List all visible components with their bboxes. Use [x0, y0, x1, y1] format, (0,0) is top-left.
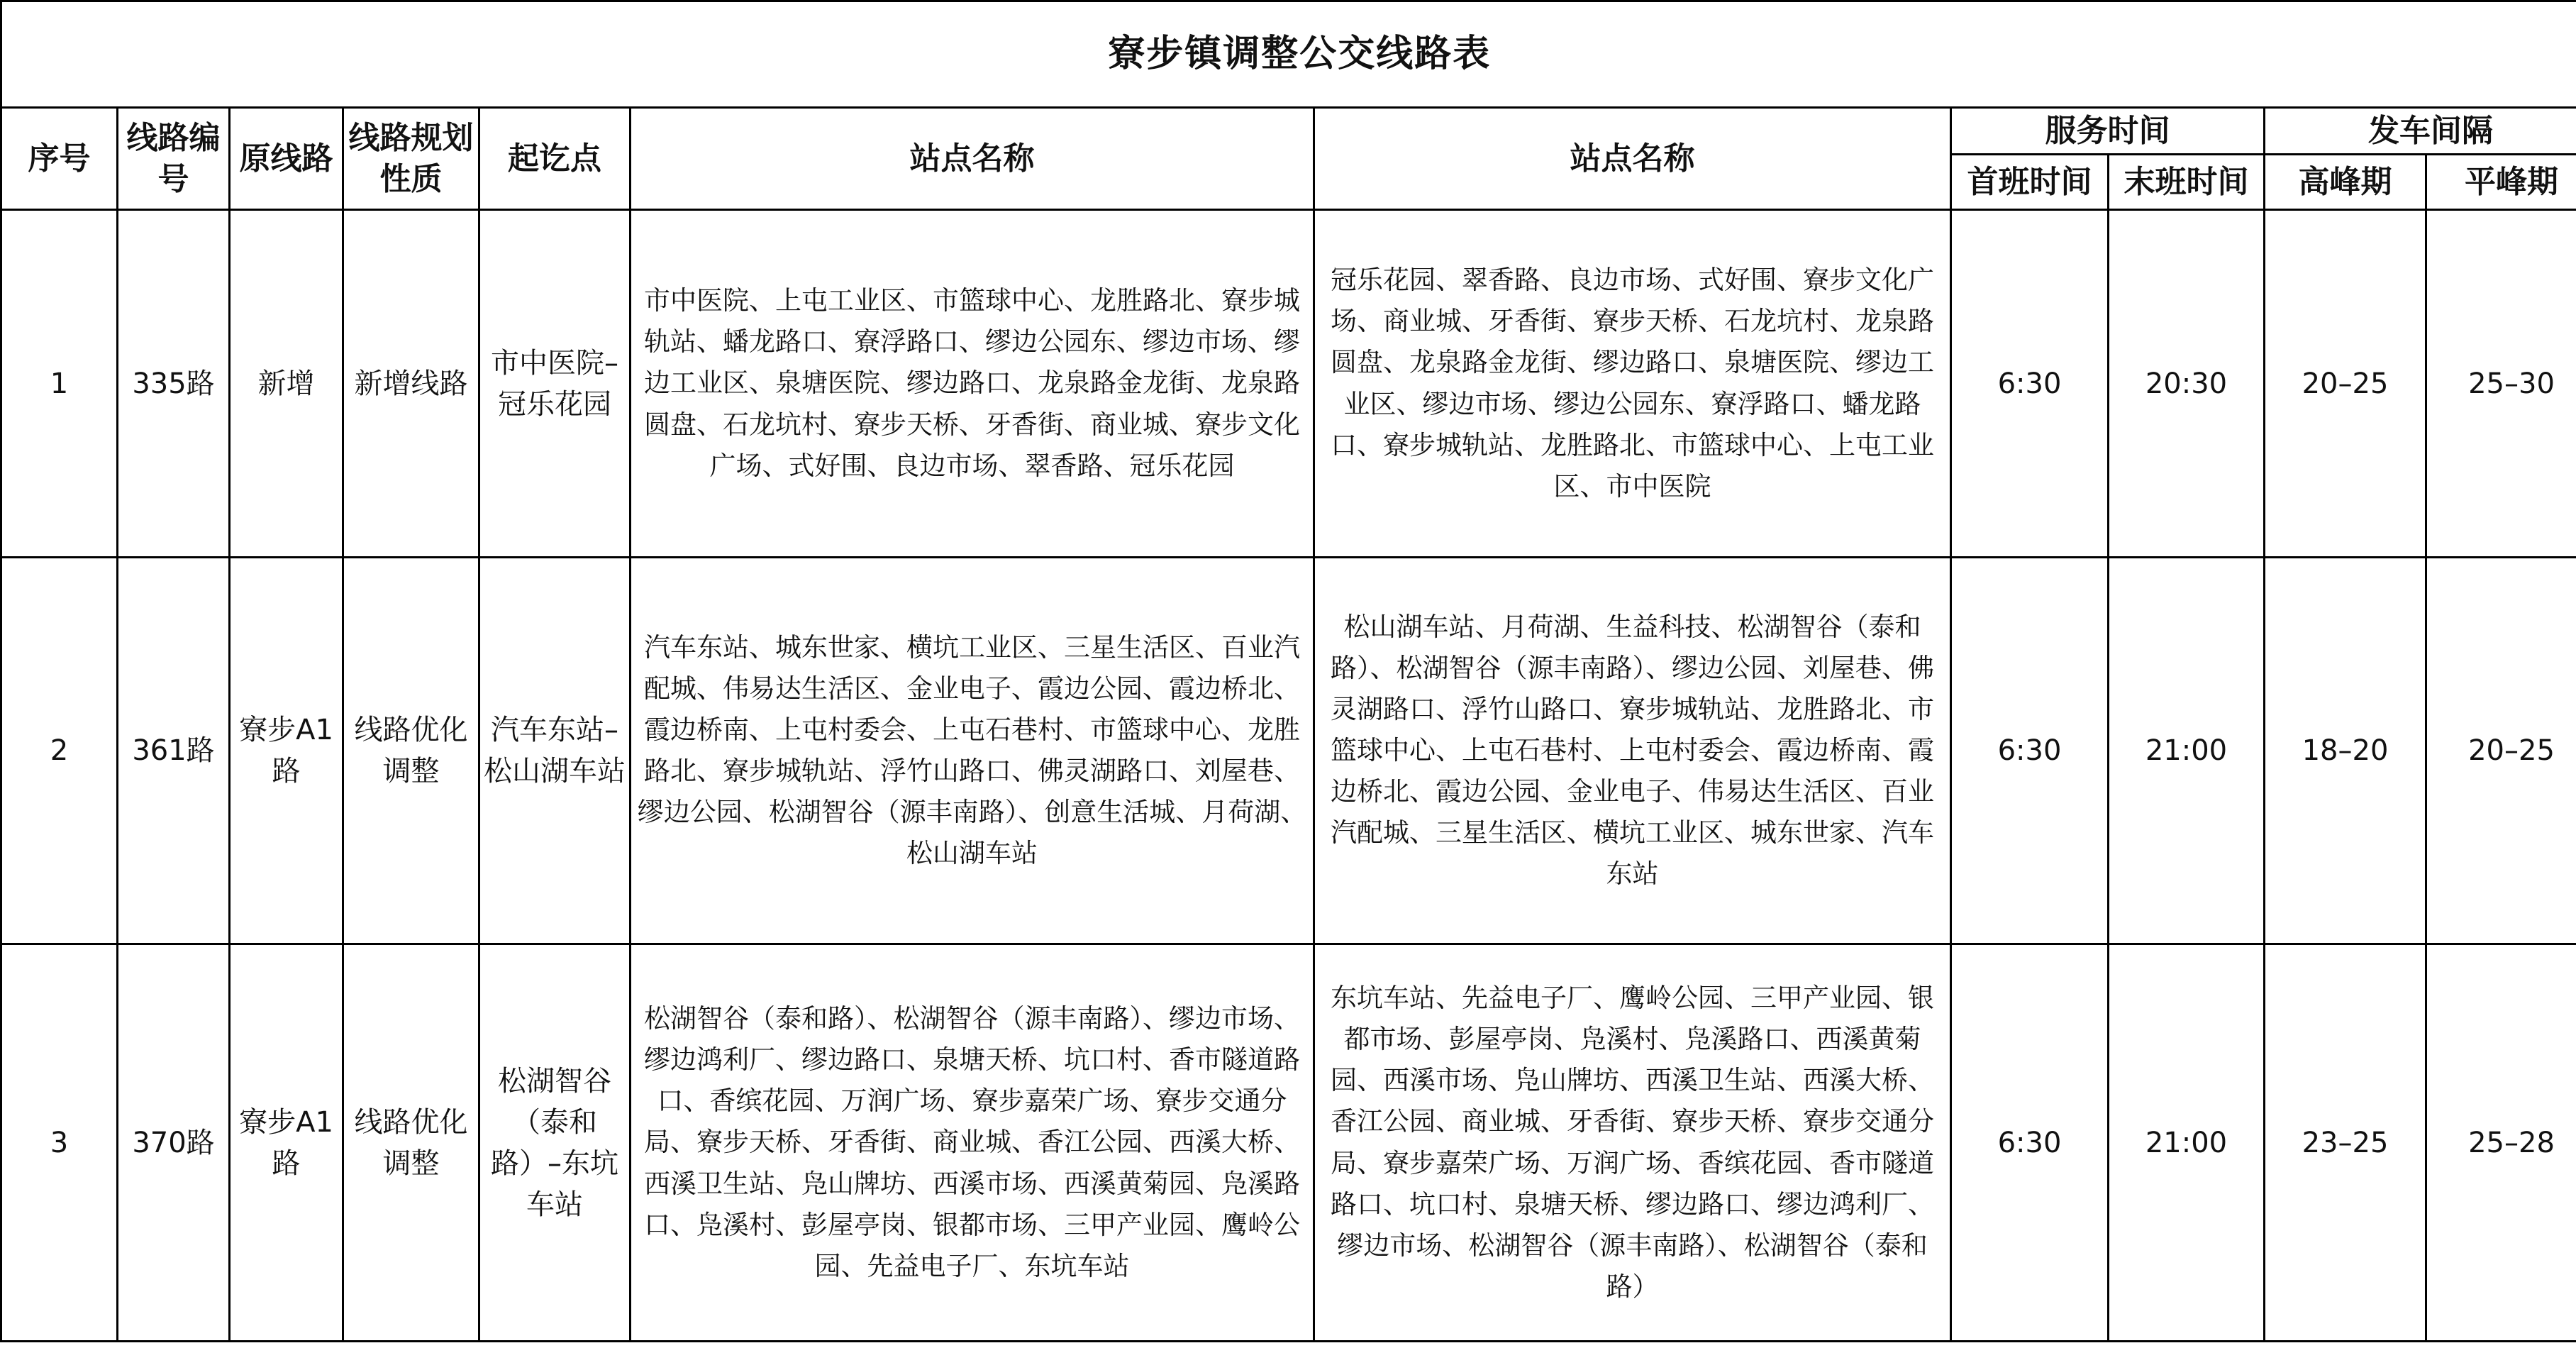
cell-route-no: 335路 — [118, 210, 230, 558]
cell-orig-route: 寮步A1路 — [230, 558, 343, 944]
cell-terminals: 汽车东站–松山湖车站 — [479, 558, 631, 944]
cell-seq: 3 — [1, 944, 118, 1342]
cell-last-bus: 21:00 — [2109, 558, 2265, 944]
table-title: 寮步镇调整公交线路表 — [1, 1, 2576, 108]
cell-nature: 线路优化调整 — [343, 944, 479, 1342]
cell-last-bus: 20:30 — [2109, 210, 2265, 558]
header-peak: 高峰期 — [2265, 155, 2426, 210]
cell-stops-a: 市中医院、上屯工业区、市篮球中心、龙胜路北、寮步城轨站、蟠龙路口、寮浮路口、缪边公园东、缪边市场、缪边工业区、泉塘医院、缪边路口、龙泉路金龙街、龙泉路圆盘、石龙坑村、寮步天桥、牙香街、商业城、寮步文化广场、式好围、良边市场、翠香路、冠乐花园 — [631, 210, 1314, 558]
header-service-time: 服务时间 — [1951, 108, 2265, 155]
cell-off-peak: 20–25 — [2426, 558, 2576, 944]
cell-orig-route: 寮步A1路 — [230, 944, 343, 1342]
table-row — [1, 944, 2576, 1342]
cell-last-bus: 21:00 — [2109, 944, 2265, 1342]
header-off-peak: 平峰期 — [2426, 155, 2576, 210]
cell-first-bus: 6:30 — [1951, 558, 2109, 944]
header-orig-route: 原线路 — [230, 108, 343, 210]
cell-stops-b: 冠乐花园、翠香路、良边市场、式好围、寮步文化广场、商业城、牙香街、寮步天桥、石龙坑村、龙泉路圆盘、龙泉路金龙街、缪边路口、泉塘医院、缪边工业区、缪边市场、缪边公园东、寮浮路口、蟠龙路口、寮步城轨站、龙胜路北、市篮球中心、上屯工业区、市中医院 — [1314, 210, 1951, 558]
cell-peak: 18–20 — [2265, 558, 2426, 944]
header-route-no: 线路编号 — [118, 108, 230, 210]
cell-route-no: 361路 — [118, 558, 230, 944]
cell-route-no: 370路 — [118, 944, 230, 1342]
cell-first-bus: 6:30 — [1951, 944, 2109, 1342]
header-last-bus: 末班时间 — [2109, 155, 2265, 210]
cell-stops-b: 东坑车站、先益电子厂、鹰岭公园、三甲产业园、银都市场、彭屋亭岗、凫溪村、凫溪路口、西溪黄菊园、西溪市场、凫山牌坊、西溪卫生站、西溪大桥、香江公园、商业城、牙香街、寮步天桥、寮步交通分局、寮步嘉荣广场、万润广场、香缤花园、香市隧道路口、坑口村、泉塘天桥、缪边路口、缪边鸿利厂、缪边市场、松湖智谷（源丰南路）、松湖智谷（泰和路） — [1314, 944, 1951, 1342]
cell-terminals: 市中医院–冠乐花园 — [479, 210, 631, 558]
cell-seq: 1 — [1, 210, 118, 558]
cell-off-peak: 25–28 — [2426, 944, 2576, 1342]
header-interval: 发车间隔 — [2265, 108, 2576, 155]
header-first-bus: 首班时间 — [1951, 155, 2109, 210]
cell-stops-a: 汽车东站、城东世家、横坑工业区、三星生活区、百业汽配城、伟易达生活区、金业电子、霞边公园、霞边桥北、霞边桥南、上屯村委会、上屯石巷村、市篮球中心、龙胜路北、寮步城轨站、浮竹山路口、佛灵湖路口、刘屋巷、缪边公园、松湖智谷（源丰南路）、创意生活城、月荷湖、松山湖车站 — [631, 558, 1314, 944]
cell-off-peak: 25–30 — [2426, 210, 2576, 558]
cell-nature: 线路优化调整 — [343, 558, 479, 944]
cell-first-bus: 6:30 — [1951, 210, 2109, 558]
cell-stops-a: 松湖智谷（泰和路）、松湖智谷（源丰南路）、缪边市场、缪边鸿利厂、缪边路口、泉塘天桥、坑口村、香市隧道路口、香缤花园、万润广场、寮步嘉荣广场、寮步交通分局、寮步天桥、牙香街、商业城、香江公园、西溪大桥、西溪卫生站、凫山牌坊、西溪市场、西溪黄菊园、凫溪路口、凫溪村、彭屋亭岗、银都市场、三甲产业园、鹰岭公园、先益电子厂、东坑车站 — [631, 944, 1314, 1342]
header-terminals: 起讫点 — [479, 108, 631, 210]
cell-seq: 2 — [1, 558, 118, 944]
cell-terminals: 松湖智谷（泰和路）–东坑车站 — [479, 944, 631, 1342]
cell-nature: 新增线路 — [343, 210, 479, 558]
header-stops-a: 站点名称 — [631, 108, 1314, 210]
cell-orig-route: 新增 — [230, 210, 343, 558]
cell-stops-b: 松山湖车站、月荷湖、生益科技、松湖智谷（泰和路）、松湖智谷（源丰南路）、缪边公园、刘屋巷、佛灵湖路口、浮竹山路口、寮步城轨站、龙胜路北、市篮球中心、上屯石巷村、上屯村委会、霞边桥南、霞边桥北、霞边公园、金业电子、伟易达生活区、百业汽配城、三星生活区、横坑工业区、城东世家、汽车东站 — [1314, 558, 1951, 944]
header-seq: 序号 — [1, 108, 118, 210]
cell-peak: 20–25 — [2265, 210, 2426, 558]
header-nature: 线路规划性质 — [343, 108, 479, 210]
header-stops-b: 站点名称 — [1314, 108, 1951, 210]
table-row — [1, 210, 2576, 558]
table-row — [1, 558, 2576, 944]
cell-peak: 23–25 — [2265, 944, 2426, 1342]
